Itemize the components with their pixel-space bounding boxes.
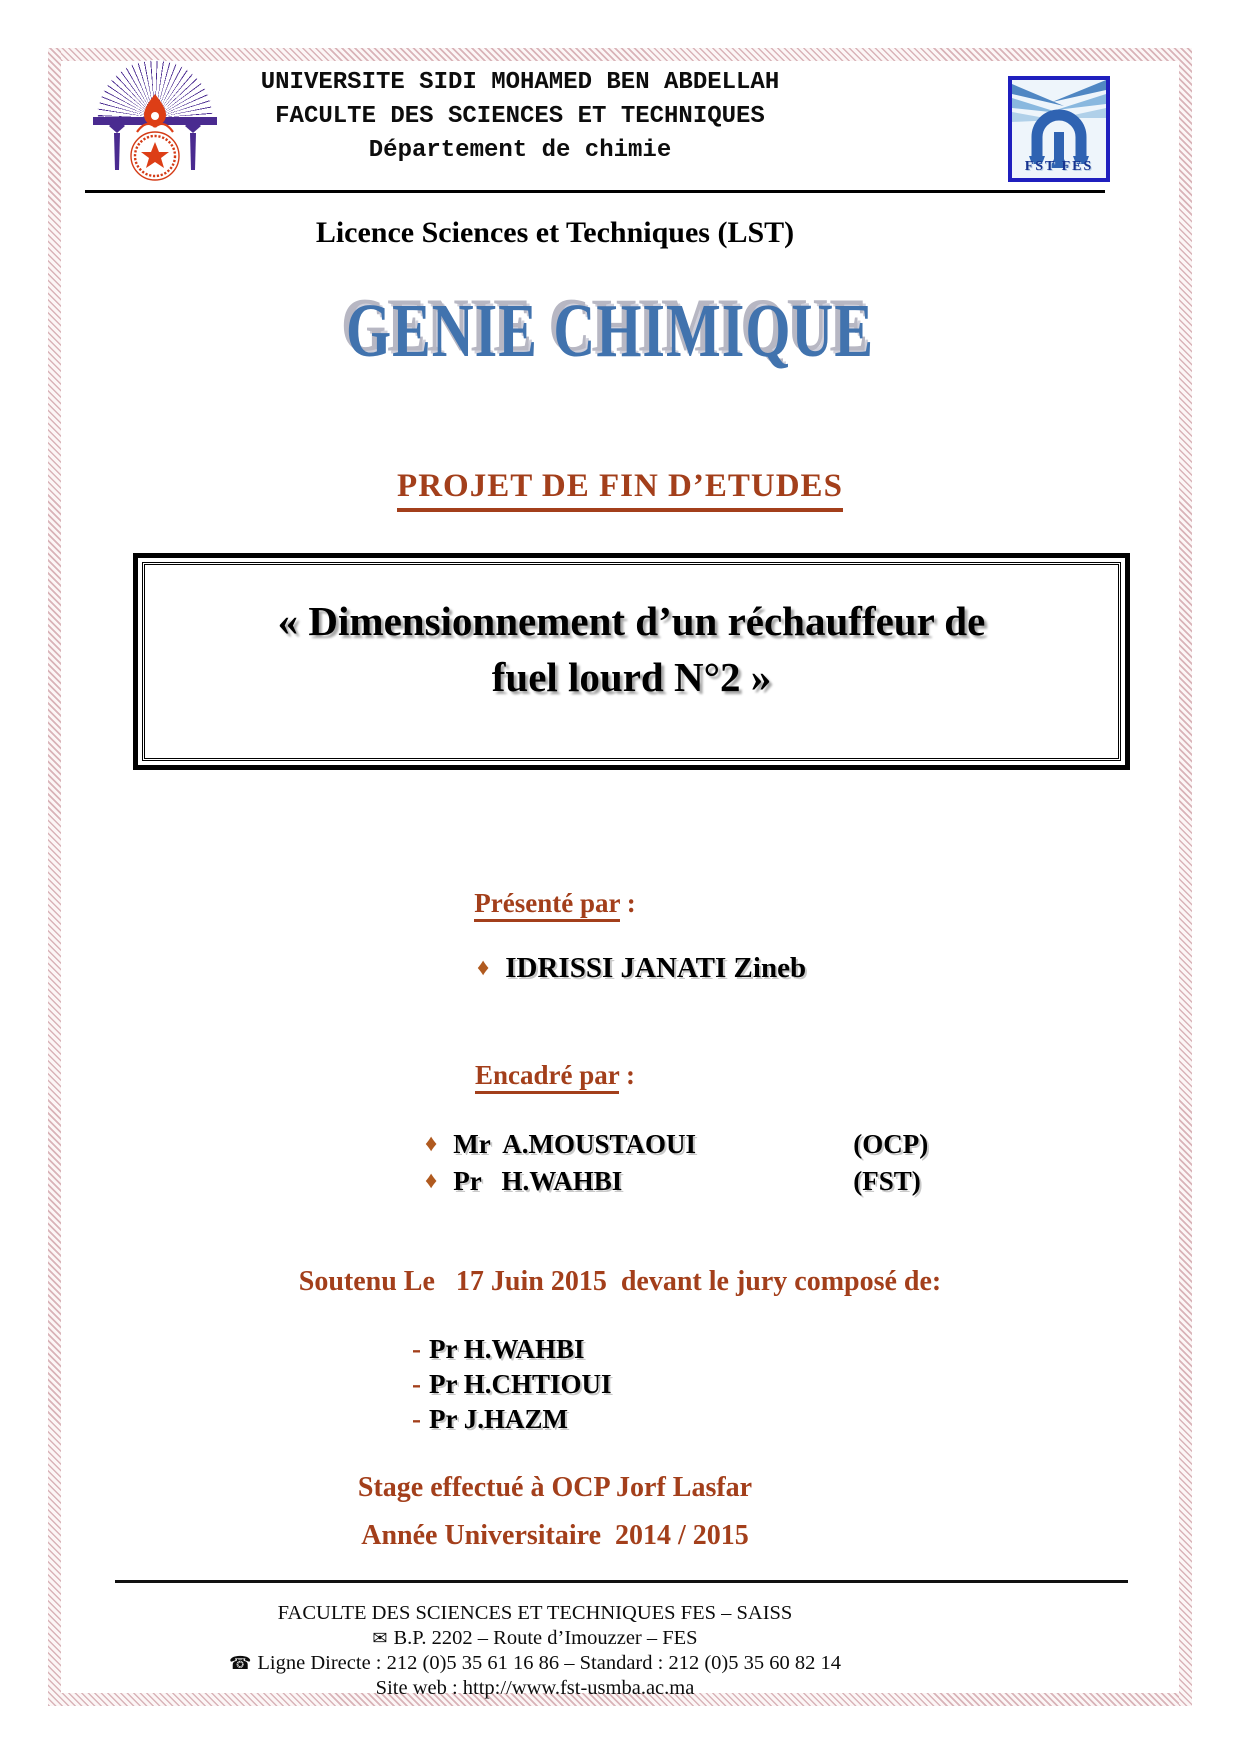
jury-member: Pr H.WAHBI	[429, 1334, 585, 1364]
fst-fes-logo	[1008, 76, 1110, 182]
footer-address-text: B.P. 2202 – Route d’Imouzzer – FES	[393, 1627, 698, 1649]
supervised-heading: Encadré par	[475, 1060, 619, 1094]
program-line: Licence Sciences et Techniques (LST)	[315, 216, 795, 249]
specialty-banner	[0, 286, 1230, 374]
footer-phone-text: Ligne Directe : 212 (0)5 35 61 16 86 – Standard : 212 (0)5 35 60 82 14	[257, 1652, 841, 1674]
jury-dash: -	[412, 1369, 421, 1399]
university-name: UNIVERSITE SIDI MOHAMED BEN ABDELLAH	[260, 69, 780, 96]
jury-dash: -	[412, 1404, 421, 1434]
report-title-line2: fuel lourd N°2 »	[491, 654, 772, 700]
department-name: Département de chimie	[368, 137, 672, 164]
frame-border-top	[48, 48, 1192, 61]
presented-heading-suffix: :	[619, 888, 636, 918]
diamond-bullet-icon: ♦	[425, 1131, 438, 1157]
fst-logo-caption: FST FES	[1024, 159, 1094, 174]
phone-icon: ☎	[228, 1653, 252, 1673]
jury-row	[412, 1402, 612, 1437]
faculty-name: FACULTE DES SCIENCES ET TECHNIQUES	[275, 103, 765, 130]
supervisor-list	[425, 1126, 928, 1200]
mail-icon: ✉	[372, 1628, 388, 1648]
jury-list	[412, 1332, 612, 1437]
footer-website-line: Site web : http://www.fst-usmba.ac.ma	[375, 1677, 695, 1699]
academic-year-line: Année Universitaire 2014 / 2015	[361, 1520, 749, 1551]
diamond-bullet-icon: ♦	[477, 955, 490, 981]
header-institution-block	[235, 66, 805, 168]
supervisor-org: (OCP)	[853, 1129, 929, 1159]
supervisor-row	[425, 1126, 928, 1163]
usmba-emblem-logo	[93, 60, 217, 188]
diamond-bullet-icon: ♦	[425, 1168, 438, 1194]
project-heading-wrap	[0, 468, 1240, 512]
report-title-inner-border	[142, 562, 1121, 761]
supervisor-org: (FST)	[853, 1166, 921, 1196]
supervised-heading-suffix: :	[619, 1060, 635, 1090]
emblem-detail-icon	[93, 60, 217, 188]
jury-member: Pr J.HAZM	[429, 1404, 568, 1434]
header-divider	[85, 190, 1105, 193]
defense-intro: Soutenu Le 17 Juin 2015 devant le jury composé de:	[298, 1266, 942, 1297]
internship-line: Stage effectué à OCP Jorf Lasfar	[357, 1472, 753, 1503]
footer-faculty-line: FACULTE DES SCIENCES ET TECHNIQUES FES – SAISS	[277, 1602, 793, 1624]
report-title-box	[133, 553, 1130, 770]
supervisor-row	[425, 1163, 928, 1200]
supervisor-name: Mr A.MOUSTAOUI	[453, 1129, 696, 1159]
report-title-line1: « Dimensionnement d’un réchauffeur de	[277, 598, 986, 644]
footer-phone-line	[30, 1651, 1040, 1676]
jury-dash: -	[412, 1334, 421, 1364]
project-heading: PROJET DE FIN D’ETUDES	[397, 468, 843, 512]
jury-row	[412, 1367, 612, 1402]
supervisor-name: Pr H.WAHBI	[453, 1166, 623, 1196]
author-row	[477, 952, 806, 985]
author-name: IDRISSI JANATI Zineb	[505, 952, 807, 984]
footer-divider	[115, 1580, 1128, 1583]
jury-row	[412, 1332, 612, 1367]
presented-heading-wrap	[60, 888, 1050, 919]
footer-block	[30, 1601, 1040, 1701]
supervised-heading-wrap	[60, 1060, 1050, 1091]
specialty-title: GENIE CHIMIQUE	[345, 287, 874, 374]
footer-address-line	[30, 1626, 1040, 1651]
jury-member: Pr H.CHTIOUI	[429, 1369, 612, 1399]
presented-heading: Présenté par	[474, 888, 620, 922]
